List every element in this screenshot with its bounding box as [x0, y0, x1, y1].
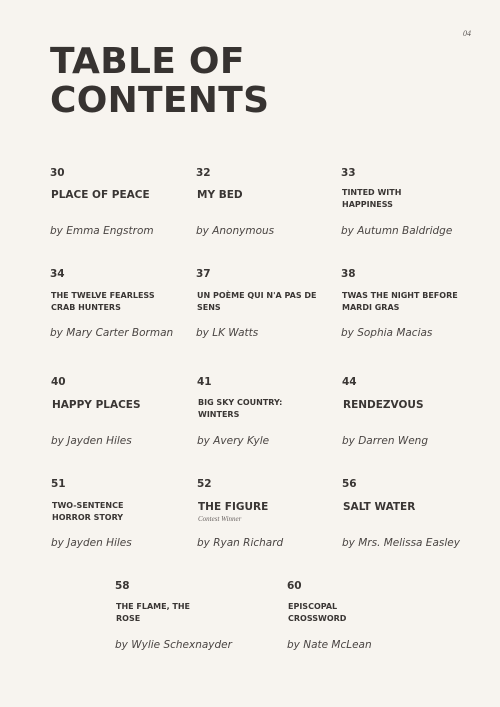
- entry-author: by LK Watts: [196, 327, 259, 339]
- toc-entry[interactable]: [196, 167, 336, 237]
- entry-page-number: 32: [196, 167, 211, 179]
- entry-title: MY BED: [197, 189, 243, 201]
- entry-author: by Emma Engstrom: [50, 225, 154, 237]
- toc-entry[interactable]: [197, 478, 337, 549]
- entry-title: THE FLAME, THE ROSE: [116, 602, 191, 623]
- entry-title: SALT WATER: [343, 501, 416, 513]
- entry-author: by Nate McLean: [287, 639, 372, 651]
- entry-page-number: 44: [342, 376, 357, 388]
- entry-page-number: 56: [342, 478, 357, 490]
- toc-entry[interactable]: [50, 268, 190, 339]
- entry-title: TWAS THE NIGHT BEFORE MARDI GRAS: [342, 291, 458, 312]
- entry-author: by Sophia Macias: [341, 327, 433, 339]
- entry-page-number: 30: [50, 167, 65, 179]
- entry-page-number: 40: [51, 376, 66, 388]
- entry-title: BIG SKY COUNTRY: WINTERS: [198, 398, 283, 419]
- entry-title: TWO-SENTENCE HORROR STORY: [52, 501, 124, 522]
- toc-entry[interactable]: [50, 167, 190, 237]
- entry-title: EPISCOPAL CROSSWORD: [288, 602, 347, 623]
- entry-page-number: 38: [341, 268, 356, 280]
- toc-entry[interactable]: [51, 478, 191, 549]
- entry-page-number: 52: [197, 478, 212, 490]
- entry-title: UN POÈME QUI N'A PAS DE SENS: [197, 291, 317, 312]
- toc-entry[interactable]: [341, 167, 481, 237]
- toc-entry[interactable]: [115, 580, 255, 651]
- entry-title: THE TWELVE FEARLESS CRAB HUNTERS: [51, 291, 155, 312]
- entry-title: TINTED WITH HAPPINESS: [342, 188, 402, 209]
- entry-page-number: 60: [287, 580, 302, 592]
- page-number: 04: [463, 29, 471, 38]
- entry-author: by Darren Weng: [342, 435, 428, 447]
- entry-author: by Mary Carter Borman: [50, 327, 174, 339]
- toc-entry[interactable]: [342, 478, 482, 549]
- entry-note: Contest Winner: [198, 515, 242, 523]
- toc-entry[interactable]: [342, 376, 482, 447]
- entry-page-number: 58: [115, 580, 130, 592]
- entry-author: by Jayden Hiles: [51, 537, 132, 549]
- entry-author: by Mrs. Melissa Easley: [342, 537, 460, 549]
- toc-entry[interactable]: [341, 268, 481, 339]
- toc-entry[interactable]: [51, 376, 191, 447]
- entry-title: THE FIGURE: [198, 501, 269, 513]
- entry-title: PLACE OF PEACE: [51, 189, 150, 201]
- entry-author: by Autumn Baldridge: [341, 225, 453, 237]
- toc-entry[interactable]: [196, 268, 336, 339]
- entry-author: by Jayden Hiles: [51, 435, 132, 447]
- page-title: TABLE OF CONTENTS: [50, 41, 270, 121]
- entry-title: RENDEZVOUS: [343, 399, 424, 411]
- entry-author: by Wylie Schexnayder: [115, 639, 232, 651]
- entry-page-number: 33: [341, 167, 356, 179]
- entry-author: by Avery Kyle: [197, 435, 270, 447]
- entry-page-number: 51: [51, 478, 66, 490]
- entry-author: by Ryan Richard: [197, 537, 284, 549]
- entry-page-number: 37: [196, 268, 211, 280]
- entry-title: HAPPY PLACES: [52, 399, 141, 411]
- entry-author: by Anonymous: [196, 225, 275, 237]
- entry-page-number: 34: [50, 268, 65, 280]
- entry-page-number: 41: [197, 376, 212, 388]
- toc-entry[interactable]: [287, 580, 427, 651]
- toc-entry[interactable]: [197, 376, 337, 447]
